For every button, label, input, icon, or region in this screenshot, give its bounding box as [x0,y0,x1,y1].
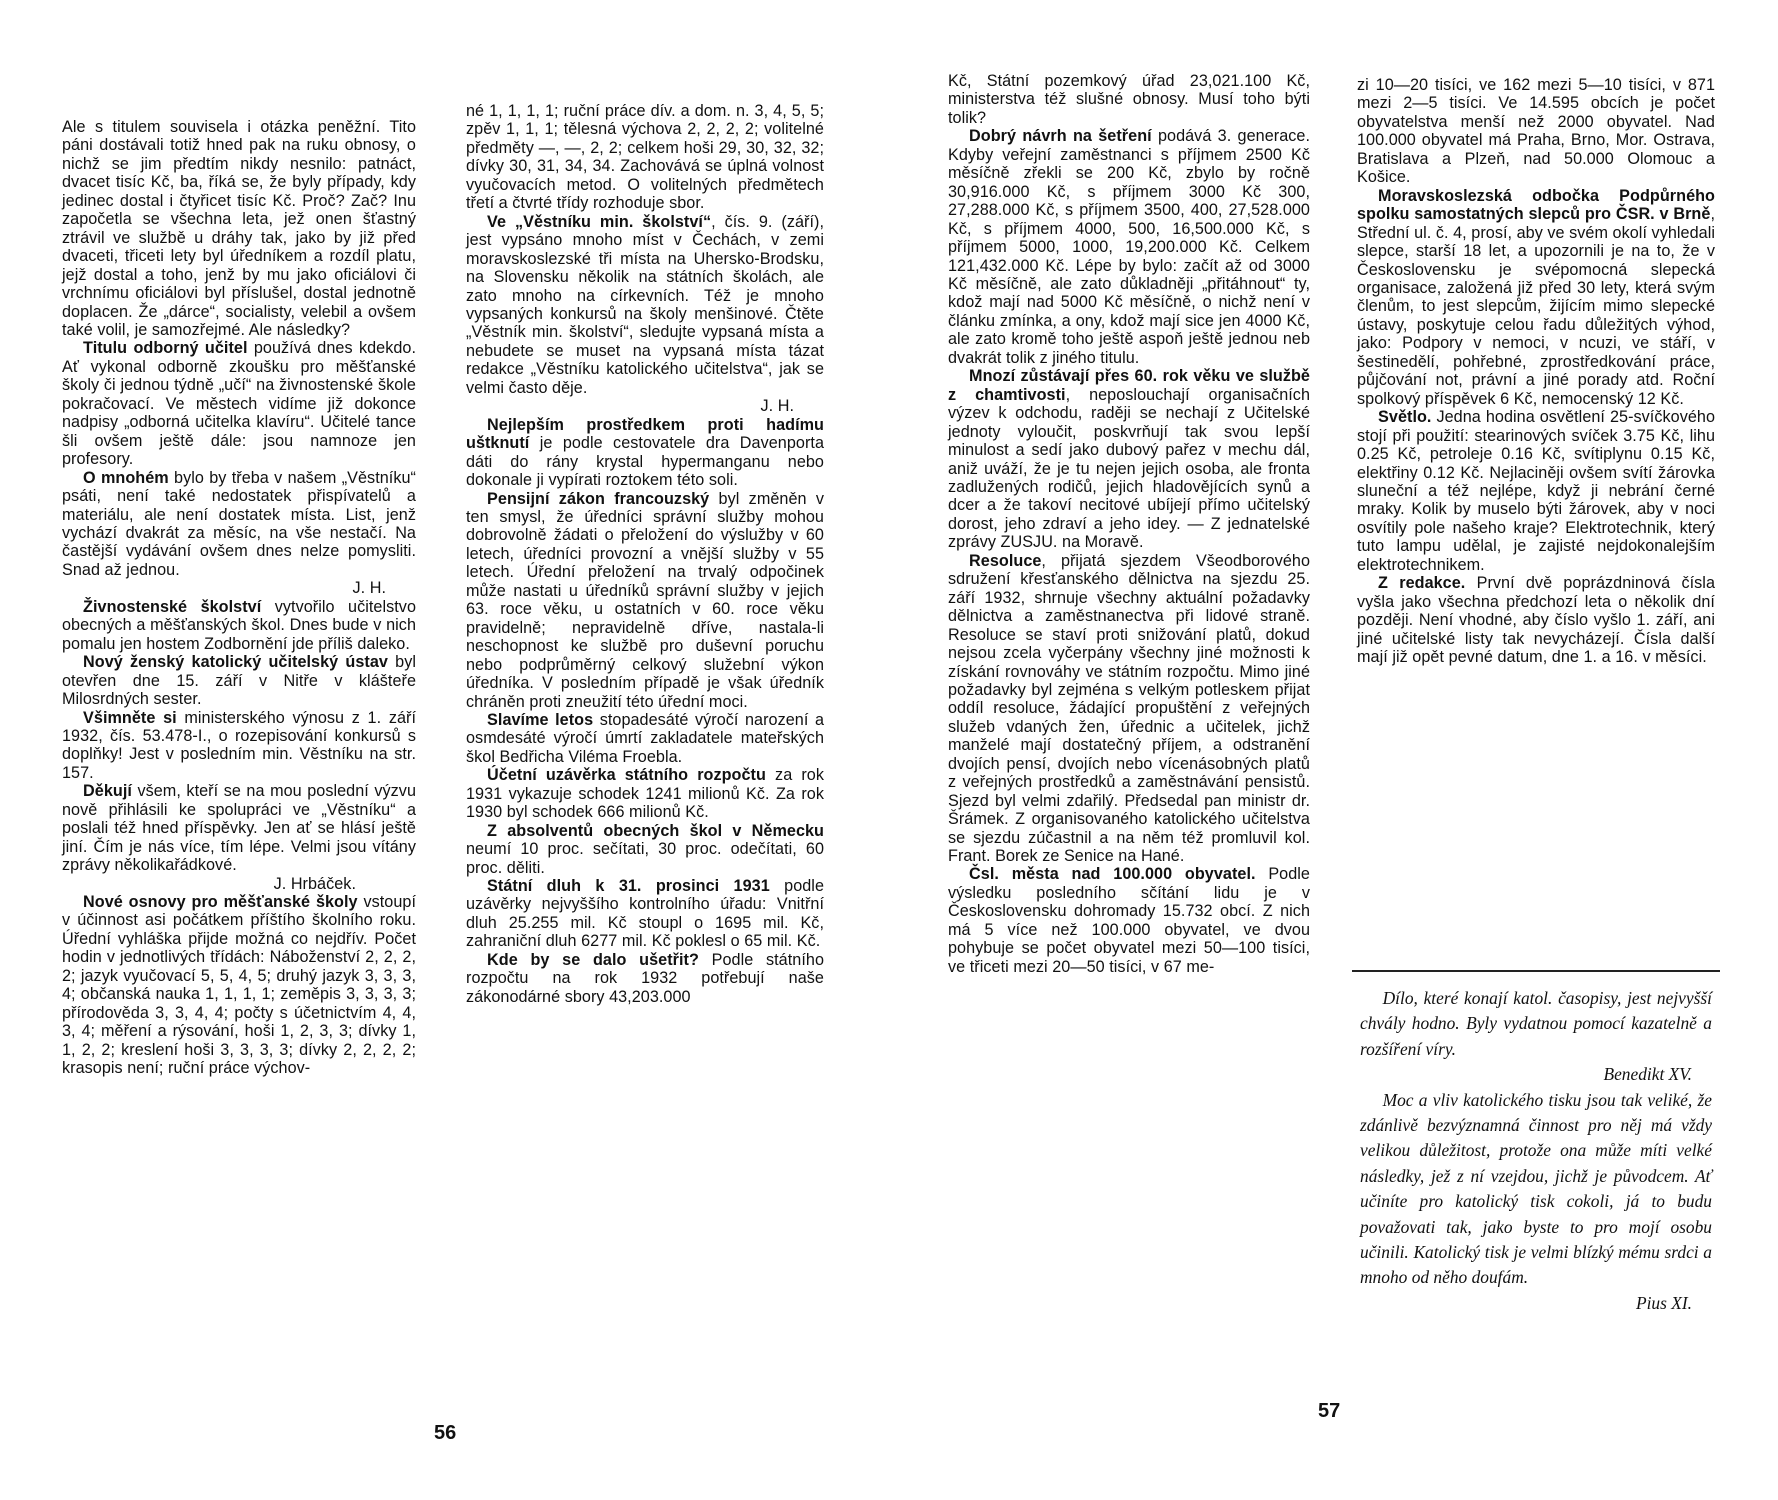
paragraph [466,490,824,711]
paragraph-text: , Střední ul. č. 4, prosí, aby ve svém okolí vyhledali slepce, starší 18 let, a upozornili je na to, že v Československu je svépomocná slepecká organisace, založená již před 30 lety, která svým členům, to jest slepcům, žijícím mimo slepecké ústavy, poskytuje celou řadu důležitých výhod, jako: Podpory v nemoci, v ncuzi, ve stáří, v šestinedělí, pohřebné, zprostředkování práce, půjčování not, právní a jiné porady atd. Roční spolkový příspěvek 6 Kč, nemocenský 12 Kč. [1357,205,1715,408]
paragraph [62,875,416,893]
page-56-column-1 [62,118,416,1078]
paragraph-text: zi 10—20 tisíci, ve 162 mezi 5—10 tisíci, v 871 mezi 2—5 tisíci. Ve 14.595 obcích je počet obyvatelstva menší než 2000 obyvatel. Nad 100.000 obyvatel má Praha, Brno, Mor. Ostrava, Bratislava a Plzeň, nad 50.000 Olomouc a Košice. [1357,76,1715,187]
page-number-right: 57 [1318,1400,1341,1422]
paragraph [62,579,416,597]
paragraph [948,72,1310,127]
paragraph [1357,187,1715,408]
paragraph-text: podle uzávěrky nejvyššího kontrolního úřadu: Vnitřní dluh 25.255 mil. Kč stoupl o 1695 mil. Kč, zahraniční dluh 6277 mil. Kč poklesl o 65 mil. Kč. [466,877,825,951]
paragraph-text: bylo by třeba v našem „Věstníku“ psáti, není také nedostatek přispívatelů a materiálu, ale není dostatek místa. List, jenž vychází dvakrát za měsíc, na vše nestačí. Na častější vydávání ovšem dnes nelze pomysliti. Snad až jednou. [62,468,416,579]
paragraph [466,397,824,415]
paragraph [62,653,416,708]
paragraph-heading: Nový ženský katolický učitelský ústav [83,653,388,672]
paragraph-heading: Ve „Věstníku min. školství“ [487,212,712,231]
paragraph-text: Jedna hodina osvětlení 25-svíčkového stojí při použití: stearinových svíček 3.75 Kč, lihu 0.25 Kč, petroleje 0.16 Kč, svítiplynu 0.15 Kč, elektřiny 0.12 Kč. Nejlaciněji ovšem svítí žárovka sluneční a též nejlépe, když ji nebrání černé mraky. Kolik by muselo býti žárovek, aby v noci osvítily pole našeho kraje? Elektrotechnik, který tuto lampu udělal, je zajisté nejdokonalejším elektrotechnikem. [1357,408,1715,574]
paragraph [1357,408,1715,574]
paragraph-text: všem, kteří se na mou poslední výzvu nově přihlásili ke spolupráci ve „Věstníku“ a poslali též hned příspěvky. Jen ať se hlásí ještě jiní. Čím je nás více, tím lépe. Velmi jsou vítány zprávy několikařádkové. [62,782,416,875]
paragraph [948,865,1310,976]
paragraph-text: Podle výsledku posledního sčítání lidu je v Československu dohromady 15.732 obcí. Z nich má 5 více než 100.000 obyvatel, ve dvou pohybuje se počet obyvatel mezi 50—100 tisíci, ve třiceti mezi 20—50 tisíci, v 67 me- [948,865,1310,976]
paragraph-text: , čís. 9. (září), jest vypsáno mnoho míst v Čechách, v zemi moravskoslezské tři místa na Uhersko-Brodsku, na Slovensku několik na státních školách, ale zato mnoho na církevních. Též je mnoho vypsaných konkursů na školy menšinové. Čtěte „Věstník min. školství“, sledujte vypsaná místa a nebudete se muset na vypsaná místa tázat redakce „Věstníku katolického učitelstva“, jak se velmi často děje. [466,212,824,397]
paragraph-text: Kč, Státní pozemkový úřad 23,021.100 Kč, ministerstva též slušné obnosy. Musí toho býti tolik? [948,72,1310,127]
page-57-column-1 [948,72,1310,976]
paragraph [948,552,1310,866]
paragraph-heading: Čsl. města nad 100.000 obyvatel. [969,865,1256,884]
quote-text: Moc a vliv katolického tisku jsou tak veliké, že zdánlivě bezvýznamná činnost pro něj má vždy velikou důležitost, protože ona může míti velké následky, jež z ní vzejdou, jichž je původcem. Ať učiníte pro katolický tisk cokoli, já to budu považovati tak, jako byste to pro mojí osobu učinili. Katolický tisk je velmi blízký mému srdci a mnoho od něho doufám. [1360,1089,1712,1288]
paragraph [948,127,1310,367]
paragraph-heading: O mnohém [83,468,169,487]
paragraph-text: První dvě poprázdninová čísla vyšla jako všechna předchozí leta o několik dní později. Není vhodné, aby číslo vyšlo 1. září, ani jiné učitelské listy tak nevycházejí. Čísla další mají již opět pevné datum, dne 1. a 16. v měsíci. [1357,574,1715,667]
paragraph-heading: Resoluce [969,551,1042,570]
paragraph [1357,574,1715,666]
paragraph-heading: Děkují [83,782,132,801]
paragraph-text: podává 3. generace. Kdyby veřejní zaměstnanci s příjmem 2500 Kč měsíčně zřekli se 200 Kč, zbylo by ročně 30,916.000 Kč, s příjmem 3000 Kč 300, 27,288.000 Kč, s příjmem 3500, 400, 27,528.000 Kč, s příjmem 4000, 500, 16,500.000 Kč, s příjmem 5000, 1000, 19,200.000 Kč. Celkem 121,432.000 Kč. Lépe by bylo: začít až od 3000 Kč měsíčně, ale zato důkladněji „přitáhnout“ ty, kdož mají nad 5000 Kč měsíčně, o nichž není v článku zmínka, a ony, kdož mají sice jen 4000 Kč, ale zato kromě toho ještě aspoň ještě jednou neb dvakrát tolik z jiného titulu. [948,127,1310,367]
paragraph-text: byl otevřen dne 15. září v Nitře v klášteře Milosrdných sester. [62,653,416,709]
paragraph-heading: Slavíme letos [487,710,594,729]
paragraph-heading: Z absolventů obecných škol v Německu [487,821,824,840]
paragraph [466,102,824,213]
quote-author: Benedikt XV. [1603,1064,1692,1085]
paragraph-heading: Pensijní zákon francouzský [487,489,710,508]
paragraph [466,711,824,766]
paragraph-text: Podle státního rozpočtu na rok 1932 potřebují naše zákonodárné sbory 43,203.000 [466,950,824,1006]
paragraph [466,822,824,877]
paragraph-heading: Nové osnovy pro měšťanské školy [83,893,358,912]
paragraph-heading: Z redakce. [1378,574,1466,593]
quote-author: Pius XI. [1635,1292,1692,1313]
paragraph-heading: Světlo. [1378,408,1432,427]
paragraph [1357,76,1715,187]
paragraph-heading: Všimněte si [83,708,177,727]
paragraph-text: za rok 1931 vykazuje schodek 1241 milionů Kč. Za rok 1930 byl schodek 666 milionů Kč. [466,766,824,822]
paragraph [466,951,824,1006]
paragraph-text: je podle cestovatele dra Davenporta dáti do rány krystal hypermanganu nebo dokonale ji vypírati roztokem této soli. [466,434,824,490]
paragraph [62,469,416,580]
paragraph-heading: Nejlepším prostředkem proti hadímu uštknutí [466,415,824,453]
paragraph-heading: Mnozí zůstávají přes 60. rok věku ve službě z chamtivosti [948,367,1310,404]
paragraph-heading: Kde by se dalo ušetřit? [487,950,699,969]
paragraph-text: Ale s titulem souvisela i otázka peněžní. Tito páni dostávali totiž hned pak na ruku obnosy, o nichž se jim předtím nikdy nesnilo: patnáct, dvacet tisíc Kč, ba, říká se, že byly případy, kdy jedinec dostal i čtyřicet tisíc Kč. Proč? Zač? Inu započetla se všechna leta, jež onen šťastný ztrávil ve službě u dráhy tak, jako by již před dvaceti, třiceti lety byl úředníkem a rozdíl platu, jejž dostal a toho, jenž by mu jako oficiálovi či vrchnímu oficiálovi byl příslušel, dostal jednotně doplacen. Že „dárce“, socialisty, velebil a ovšem také volil, je samozřejmé. Ale následky? [62,118,416,339]
paragraph [466,877,824,951]
paragraph-text: vytvořilo učitelstvo obecných a měšťanských škol. Dnes bude v nich pomalu jen hostem Zodbornění jde příliš daleko. [62,597,416,653]
paragraph-text: byl změněn v ten smysl, že úředníci správní služby mohou dobrovolně žádati o přeložení do výslužby v 60 letech, úředníci provozní a vnější služby v 55 letech. Úřední přeložení na trvalý odpočinek může nastati u úředníků správní služby v jejich 63. roce věku, u ostatních v 60. roce věku pravidelně; nepravidelně dříve, nastala-li neschopnost ke službě pro duševní poruchu nebo podprůměrný celkový služební výkon úředníka. V posledním případě je však úředník chráněn proti zneužití této úřední moci. [466,489,824,711]
paragraph [62,893,416,1078]
paragraph-text: stopadesáté výročí narození a osmdesáté výročí úmrtí zakladatele mateřských škol Bedřicha Viléma Froebla. [466,710,824,766]
paragraph [466,766,824,821]
paragraph [62,118,416,339]
papal-quotes [1360,986,1712,1316]
paragraph [466,416,824,490]
page-56-column-2 [466,102,824,1006]
paragraph-heading: Dobrý návrh na šetření [969,127,1152,146]
paragraph-heading: Titulu odborný učitel [83,339,248,358]
paragraph-text: ministerského výnosu z 1. září 1932, čís. 53.478-I., o rozepisování konkursů s doplňky! Jest v posledním min. Věstníku na str. 157. [62,708,416,782]
paragraph [62,782,416,874]
paragraph [62,339,416,468]
paragraph-text: neumí 10 proc. sečítati, 30 proc. odečítati, 60 proc. děliti. [466,840,824,877]
paragraph-heading: Účetní uzávěrka státního rozpočtu [487,766,766,785]
paragraph [62,709,416,783]
paragraph-text: , přijatá sjezdem Všeodborového sdružení křesťanského dělnictva na sjezdu 25. září 1932, shrnuje všechny aktuální požadavky dělnictva a zaměstnanectva při lidové straně. Resoluce se staví proti snižování platů, dokud nejsou zcela vyčerpány všechny jiné možnosti k získání rovnováhy ve státním rozpočtu. Mimo jiné požadavky byl zejména s velkým potleskem přijat oddíl resoluce, žádající propuštění z veřejných služeb vdaných žen, úřednic a učitelek, jichž manželé mají dostatečný příjem, a odstranění dvojích pensí, dvojích nebo vícenásobných platů z veřejných prostředků a zaměstnávání pensistů. Sjezd byl velmi zdařilý. Předsedal pan ministr dr. Šrámek. Z organisovaného katolického učitelstva se sjezdu zúčastnil a na něm též promluvil kol. Frant. Borek ze Senice na Hané. [948,551,1310,866]
paragraph-text: vstoupí v účinnost asi počátkem příštího školního roku. Úřední vyhláška přijde možná co nejdřív. Počet hodin v jednotlivých třídách: Náboženství 2, 2, 2, 2; jazyk vyučovací 5, 5, 4, 5; druhý jazyk 3, 3, 3, 4; občanská nauka 1, 1, 1, 1; zeměpis 3, 3, 3, 3; přírodověda 3, 3, 4, 4; počty s účetnictvím 4, 4, 3, 4; měření a rýsování, hoši 1, 2, 3, 3; dívky 1, 1, 2, 2; kreslení hoši 3, 3, 3, 3; dívky 2, 2, 2, 2; krasopis není; ruční práce výchov- [62,893,416,1078]
page-57-column-2 [1357,76,1715,667]
quote-text: Dílo, které konají katol. časopisy, jest nejvyšší chvály hodno. Byly vydatnou pomocí kazatelně a rozšíření víry. [1360,988,1712,1059]
paragraph-text: J. H. [352,579,386,598]
quote-divider [1352,970,1720,972]
paragraph-text: J. Hrbáček. [273,874,356,893]
paragraph [948,367,1310,552]
paragraph-heading: Moravskoslezská odbočka Podpůrného spolku samostatných slepců pro ČSR. v Brně [1357,186,1715,224]
paragraph-heading: Státní dluh k 31. prosinci 1931 [487,877,770,896]
paragraph-text: používá dnes kdekdo. Ať vykonal odborně zkoušku pro měšťanské školy či jednou týdně „učí“ na živnostenské škole pokračovací. Ve městech vidíme již dokonce nadpisy „odborná učitelka klavíru“. Učitelé tance šli ovšem ještě dále: jsou namnoze jen profesory. [62,339,416,469]
paragraph [466,213,824,398]
paragraph [62,598,416,653]
page-number-left: 56 [434,1422,457,1444]
paragraph-text: J. H. [760,397,794,416]
paragraph-heading: Živnostenské školství [83,597,262,616]
paragraph-text: , neposlouchají organisačních výzev k odchodu, raději se nechají z Učitelské jednoty vyloučit, poskvrňují tak svou lepší minulost a sedí jako dubový pařez v mechu dál, aniž uváží, že je tu nejen jejich osoba, ale fronta zadlužených rodičů, jejich hladovějících synů a dcer a že takoví necitové ubíjejí přímo učitelský dorost, jeho zdraví a jeho idey. — Z jednatelské zprávy ZUSJU. na Moravě. [948,385,1310,552]
paragraph-text: né 1, 1, 1, 1; ruční práce dív. a dom. n. 3, 4, 5, 5; zpěv 1, 1, 1; tělesná výchova 2, 2, 2, 2; volitelné předměty —, —, 2, 2; celkem hoši 29, 30, 32, 32; dívky 30, 31, 34, 34. Zachovává se úplná volnost vyučovacích metod. O volitelných předmětech třetí a čtvrté třídy rozhoduje sbor. [466,102,824,213]
